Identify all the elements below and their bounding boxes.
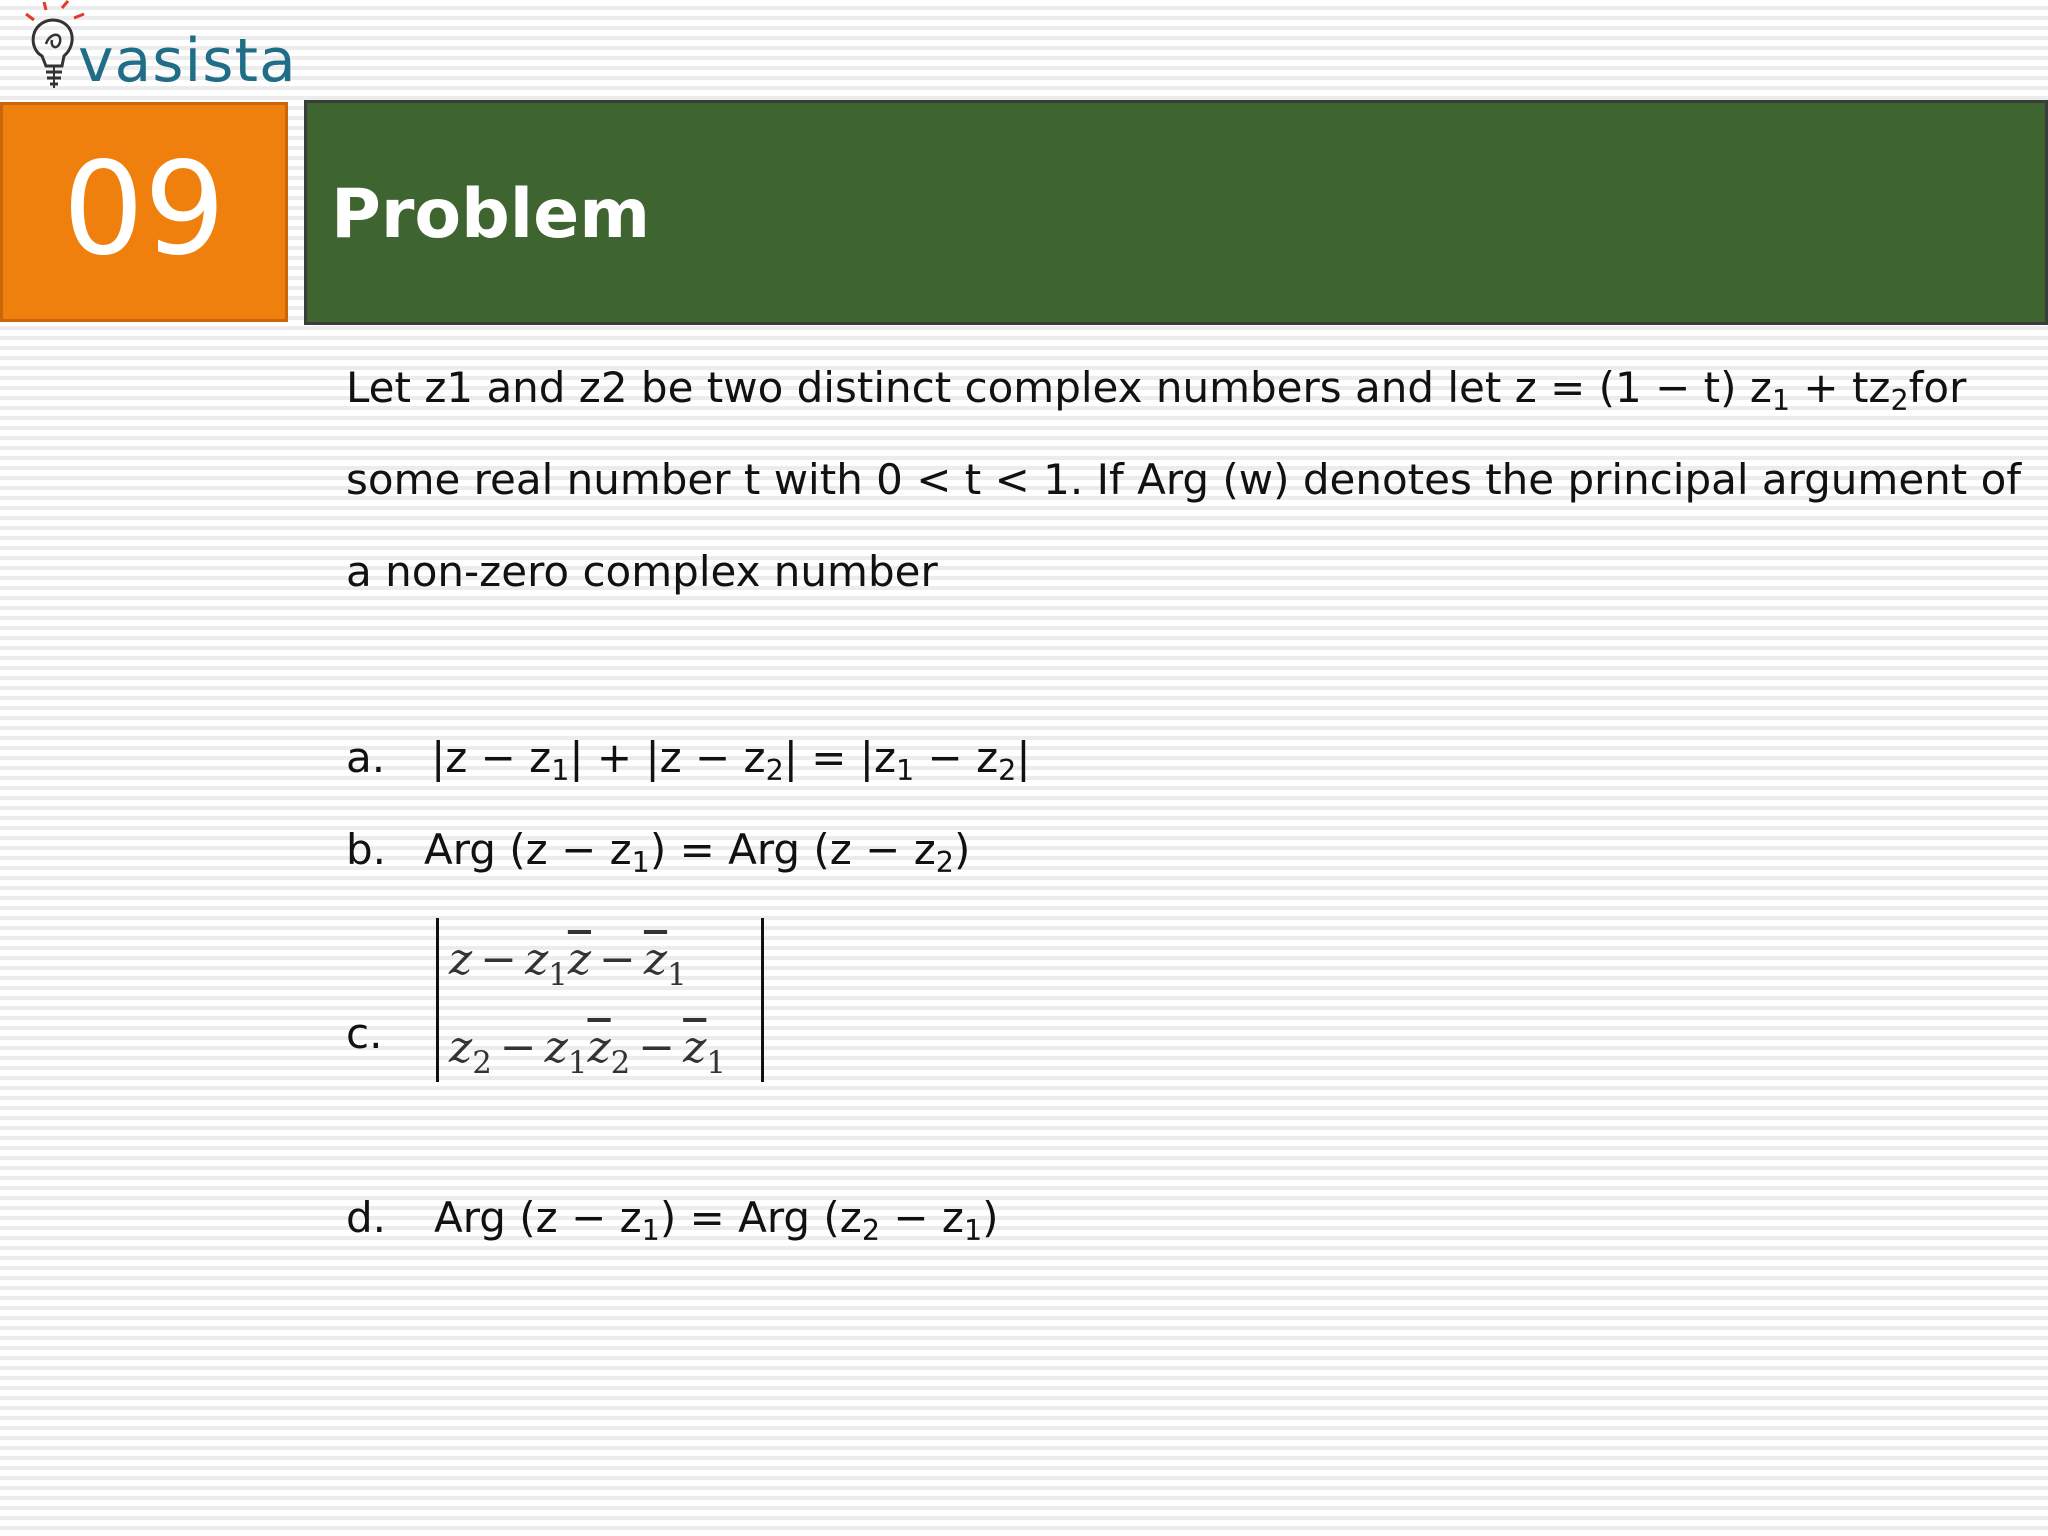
option-letter: b.	[346, 825, 387, 874]
option-letter: a.	[346, 733, 386, 782]
statement-line-1: Let z1 and z2 be two distinct complex numbers and let z = (1 − t) $z_1 + tz_2for$	[346, 363, 1967, 417]
option-c-determinant	[436, 918, 764, 1082]
problem-statement	[346, 348, 2026, 624]
determinant-row-1: $z - z_1\overline{z} - \overline{z}_1$	[449, 934, 687, 993]
option-d	[346, 1188, 999, 1248]
logo-wordmark: vasista	[78, 26, 297, 96]
option-d-expression: Arg $(z - z_1)$ = Arg $(z_2 - z_1)$	[434, 1193, 999, 1247]
determinant-row-2: $z_2 - z_1\overline{z}_2 - \overline{z}_1$	[449, 1022, 726, 1081]
option-b-expression: Arg $(z - z_1)$ = Arg $(z - z_2)$	[424, 825, 971, 879]
option-letter: c.	[346, 1009, 383, 1058]
problem-number-box	[0, 102, 288, 322]
option-a-expression: $|z - z_1| + |z - z_2| = |z_1 - z_2|$	[431, 733, 1031, 787]
vasista-logo	[22, 0, 297, 98]
slide-title: Problem	[331, 175, 651, 254]
option-c	[346, 1004, 382, 1064]
option-letter: d.	[346, 1193, 387, 1242]
statement-line-2: some real number t with 0 < t < 1. If Arg (w) denotes the principal argument of	[346, 455, 2022, 504]
title-bar	[304, 100, 2048, 325]
statement-line-3: a non-zero complex number	[346, 547, 938, 596]
problem-number: 09	[62, 135, 226, 284]
option-b	[346, 820, 970, 880]
option-a	[346, 728, 1030, 788]
